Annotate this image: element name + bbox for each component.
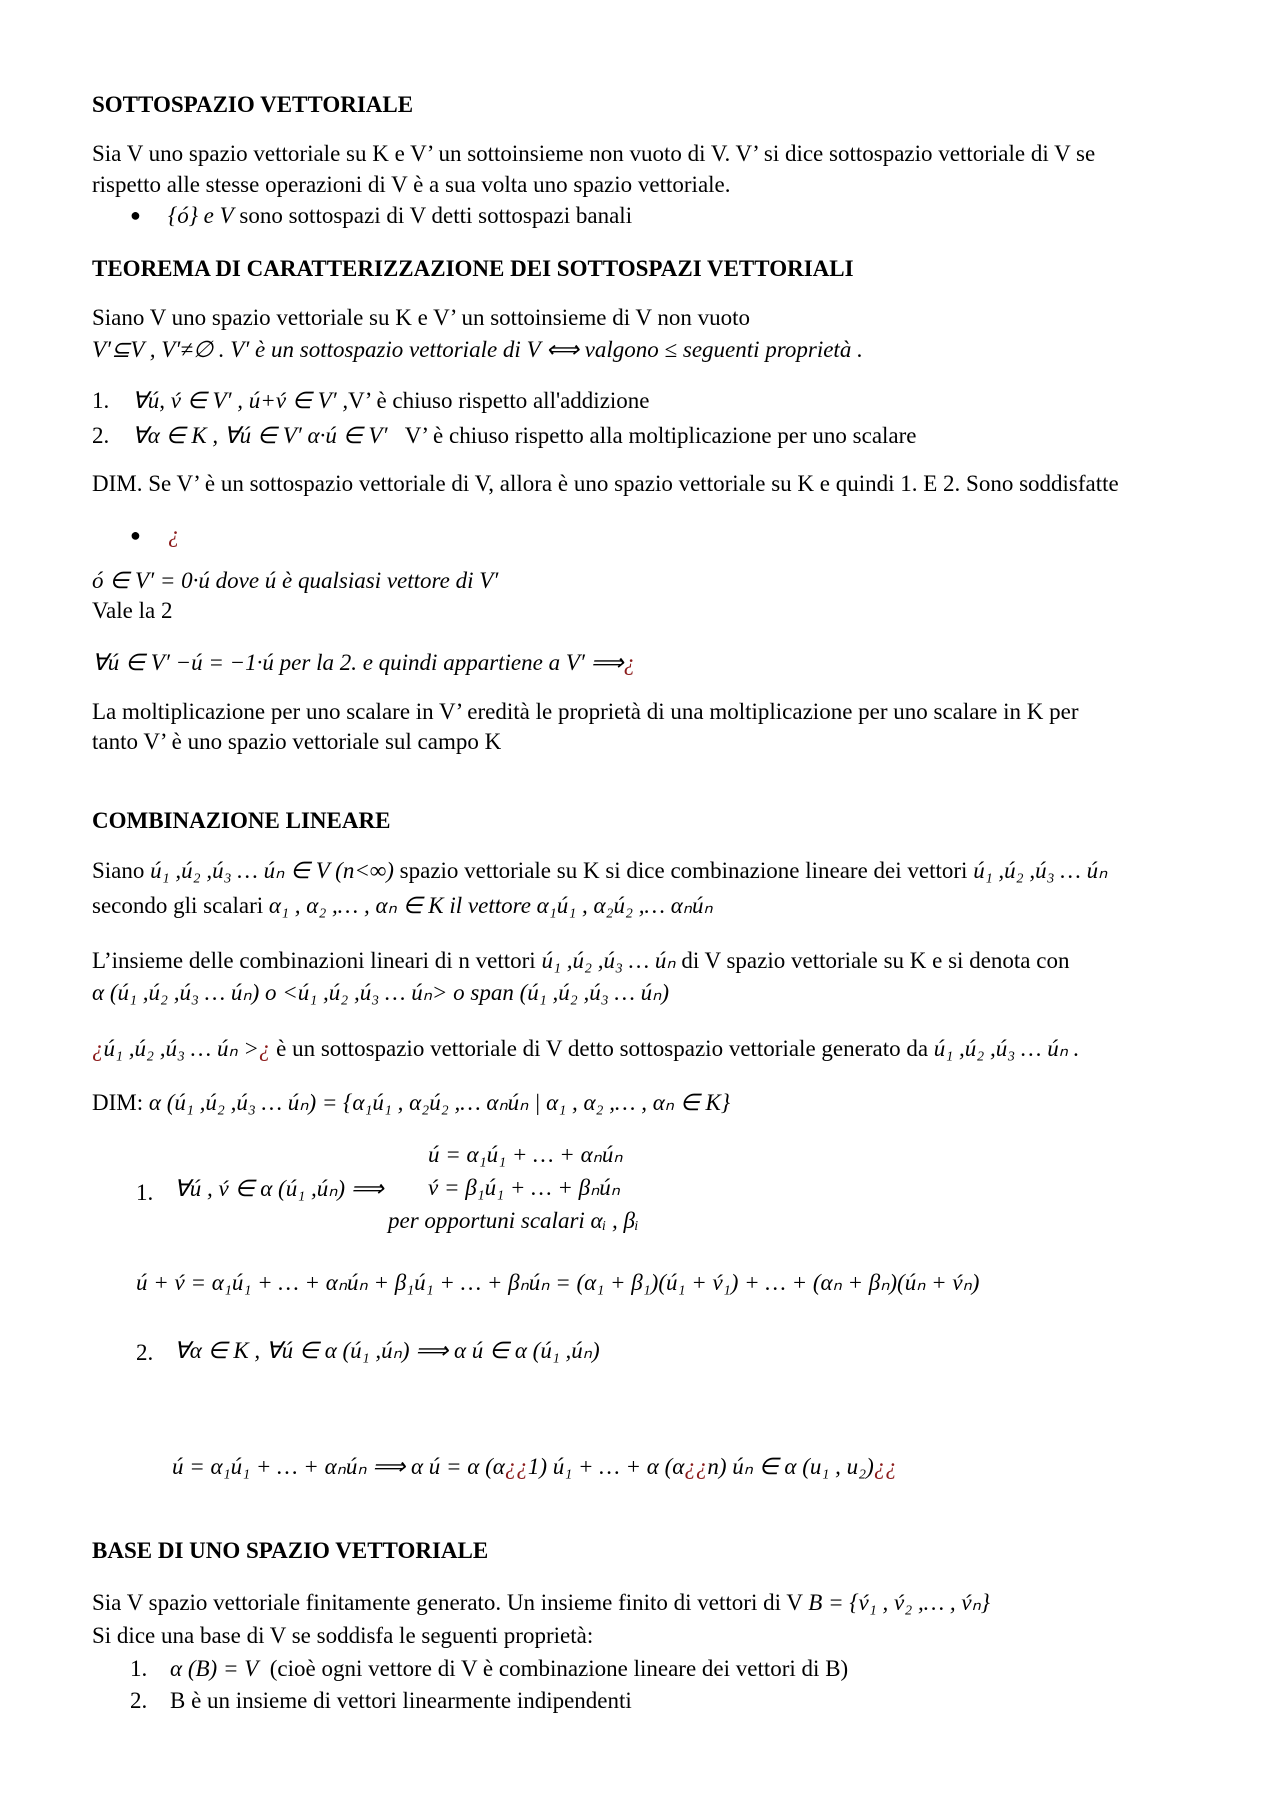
- system-line: v́ = β₁ú₁ + … + βₙúₙ: [428, 1175, 620, 1200]
- list-number: 1.: [92, 388, 110, 413]
- render-error-glyph: ¿¿: [873, 1454, 897, 1479]
- math-expr: α₁ , α₂ ,… , αₙ ∈ K il vettore α₁ú₁ , α₂ú₂ ,… αₙúₙ: [268, 893, 713, 918]
- proof-label: DIM:: [92, 1090, 144, 1115]
- text: è un sottospazio vettoriale di V detto sottospazio vettoriale generato da: [276, 1036, 929, 1061]
- text: L’insieme delle combinazioni lineari di n vettori: [92, 948, 536, 973]
- item-text: V’ è chiuso rispetto alla moltiplicazione per uno scalare: [404, 423, 917, 448]
- list-number: 1.: [130, 1656, 148, 1681]
- render-error-glyph: ¿¿: [504, 1454, 528, 1479]
- heading-sottospazio: SOTTOSPAZIO VETTORIALE: [92, 92, 414, 117]
- render-error-glyph: ¿: [623, 650, 636, 675]
- paragraph: Si dice una base di V se soddisfa le seguenti proprietà:: [92, 1623, 594, 1648]
- proof-line: [92, 1088, 730, 1118]
- math-expr: ∀α ∈ K , ∀ú ∈ V′ α·ú ∈ V′: [132, 423, 388, 448]
- list-number: 2.: [130, 1688, 148, 1713]
- bullet-icon: ●: [130, 525, 141, 545]
- list-item: B è un insieme di vettori linearmente indipendenti: [170, 1688, 632, 1713]
- math-expr: n) úₙ ∈ α (u₁ , u₂): [707, 1454, 874, 1479]
- heading-combinazione: COMBINAZIONE LINEARE: [92, 808, 391, 833]
- math-expr: ú₁ ,ú₂ ,ú₃ … úₙ: [541, 948, 676, 973]
- paragraph: La moltiplicazione per uno scalare in V’ eredità le proprietà di una moltiplicazione per uno scalare in K per: [92, 699, 1079, 724]
- bullet-icon: ●: [130, 205, 141, 225]
- math-expr: ∀α ∈ K , ∀ú ∈ α (ú₁ ,úₙ) ⟹ α ú ∈ α (ú₁ ,úₙ): [174, 1338, 600, 1363]
- math-expr: ú₁ ,ú₂ ,ú₃ … úₙ ∈ V (n<∞): [150, 858, 394, 883]
- render-error-glyph: ¿: [92, 1036, 104, 1061]
- text: Sia V spazio vettoriale finitamente generato. Un insieme finito di vettori di V: [92, 1590, 803, 1615]
- render-error-glyph: ¿¿: [684, 1454, 708, 1479]
- math-expr: ú₁ ,ú₂ ,ú₃ … úₙ .: [933, 1036, 1080, 1061]
- paragraph: Siano V uno spazio vettoriale su K e V’ un sottoinsieme di V non vuoto: [92, 305, 751, 330]
- paragraph: tanto V’ è uno spazio vettoriale sul campo K: [92, 729, 502, 754]
- math-expr: B = {v́₁ , v́₂ ,… , v́ₙ}: [808, 1590, 990, 1615]
- math-line: [92, 648, 635, 678]
- text: spazio vettoriale su K si dice combinazione lineare dei vettori: [399, 858, 968, 883]
- list-number: 2.: [92, 423, 110, 448]
- math-expr: ú₁ ,ú₂ ,ú₃ … úₙ: [973, 858, 1108, 883]
- list-item: [170, 1654, 848, 1684]
- list-item: [132, 386, 650, 416]
- list-number: 1.: [136, 1180, 154, 1205]
- math-expr: {ó} e V: [168, 203, 234, 228]
- paragraph: [92, 891, 713, 921]
- math-line: α (ú₁ ,ú₂ ,ú₃ … úₙ) o <ú₁ ,ú₂ ,ú₃ … úₙ> o span (ú₁ ,ú₂ ,ú₃ … úₙ): [92, 980, 670, 1005]
- list-item: [132, 421, 917, 451]
- math-expr: ú = α₁ú₁ + … + αₙúₙ ⟹ α ú = α (α: [172, 1454, 505, 1479]
- paragraph: Vale la 2: [92, 598, 173, 623]
- paragraph: [92, 1034, 1079, 1064]
- text: Siano: [92, 858, 145, 883]
- math-expr: ∀ú ∈ V′ −ú = −1·ú per la 2. e quindi appartiene a V′ ⟹: [92, 650, 624, 675]
- paragraph: Sia V uno spazio vettoriale su K e V’ un sottoinsieme non vuoto di V. V’ si dice sottospazio vettoriale di V se: [92, 141, 1096, 166]
- math-expr: ú₁ ,ú₂ ,ú₃ … úₙ >: [103, 1036, 259, 1061]
- proof-paragraph: DIM. Se V’ è un sottospazio vettoriale di V, allora è uno spazio vettoriale su K e quindi 1. E 2. Sono soddisfatte: [92, 471, 1119, 496]
- item-text: (cioè ogni vettore di V è combinazione lineare dei vettori di B): [269, 1656, 849, 1681]
- paragraph: [92, 946, 1069, 976]
- system-line: per opportuni scalari αᵢ , βᵢ: [388, 1208, 639, 1233]
- math-line: ú + v́ = α₁ú₁ + … + αₙúₙ + β₁ú₁ + … + βₙúₙ = (α₁ + β₁)(ú₁ + v́₁) + … + (αₙ + βₙ)(úₙ + v́ₙ): [136, 1270, 980, 1295]
- math-expr: ∀ú , v́ ∈ α (ú₁ ,úₙ) ⟹: [174, 1176, 384, 1201]
- item-text: V’ è chiuso rispetto all'addizione: [348, 388, 650, 413]
- paragraph: [92, 1588, 990, 1618]
- render-error-glyph: ¿: [258, 1036, 271, 1061]
- bullet-item: [168, 201, 632, 231]
- text: secondo gli scalari: [92, 893, 264, 918]
- text: di V spazio vettoriale su K e si denota con: [681, 948, 1070, 973]
- paragraph: [92, 856, 1107, 886]
- math-expr: α (B) = V: [170, 1656, 259, 1681]
- math-expr: ∀ú, v́ ∈ V′ , ú+v́ ∈ V′ ,: [132, 388, 349, 413]
- math-line: V′⊆V , V′≠∅ . V′ è un sottospazio vettoriale di V ⟺ valgono ≤ seguenti proprietà .: [92, 337, 863, 362]
- math-expr: α (ú₁ ,ú₂ ,ú₃ … úₙ) = {α₁ú₁ , α₂ú₂ ,… αₙúₙ | α₁ , α₂ ,… , αₙ ∈ K}: [148, 1090, 731, 1115]
- math-expr: 1) ú₁ + … + α (α: [527, 1454, 685, 1479]
- render-error-glyph: ¿: [168, 522, 180, 547]
- heading-teorema: TEOREMA DI CARATTERIZZAZIONE DEI SOTTOSPAZI VETTORIALI: [92, 256, 854, 281]
- paragraph: rispetto alle stesse operazioni di V è a sua volta uno spazio vettoriale.: [92, 172, 731, 197]
- math-line: ó ∈ V′ = 0·ú dove ú è qualsiasi vettore di V′: [92, 568, 499, 593]
- math-line: [172, 1452, 897, 1482]
- bullet-text: sono sottospazi di V detti sottospazi banali: [239, 203, 633, 228]
- heading-base: BASE DI UNO SPAZIO VETTORIALE: [92, 1538, 489, 1563]
- list-number: 2.: [136, 1340, 154, 1365]
- system-line: ú = α₁ú₁ + … + αₙúₙ: [428, 1142, 623, 1167]
